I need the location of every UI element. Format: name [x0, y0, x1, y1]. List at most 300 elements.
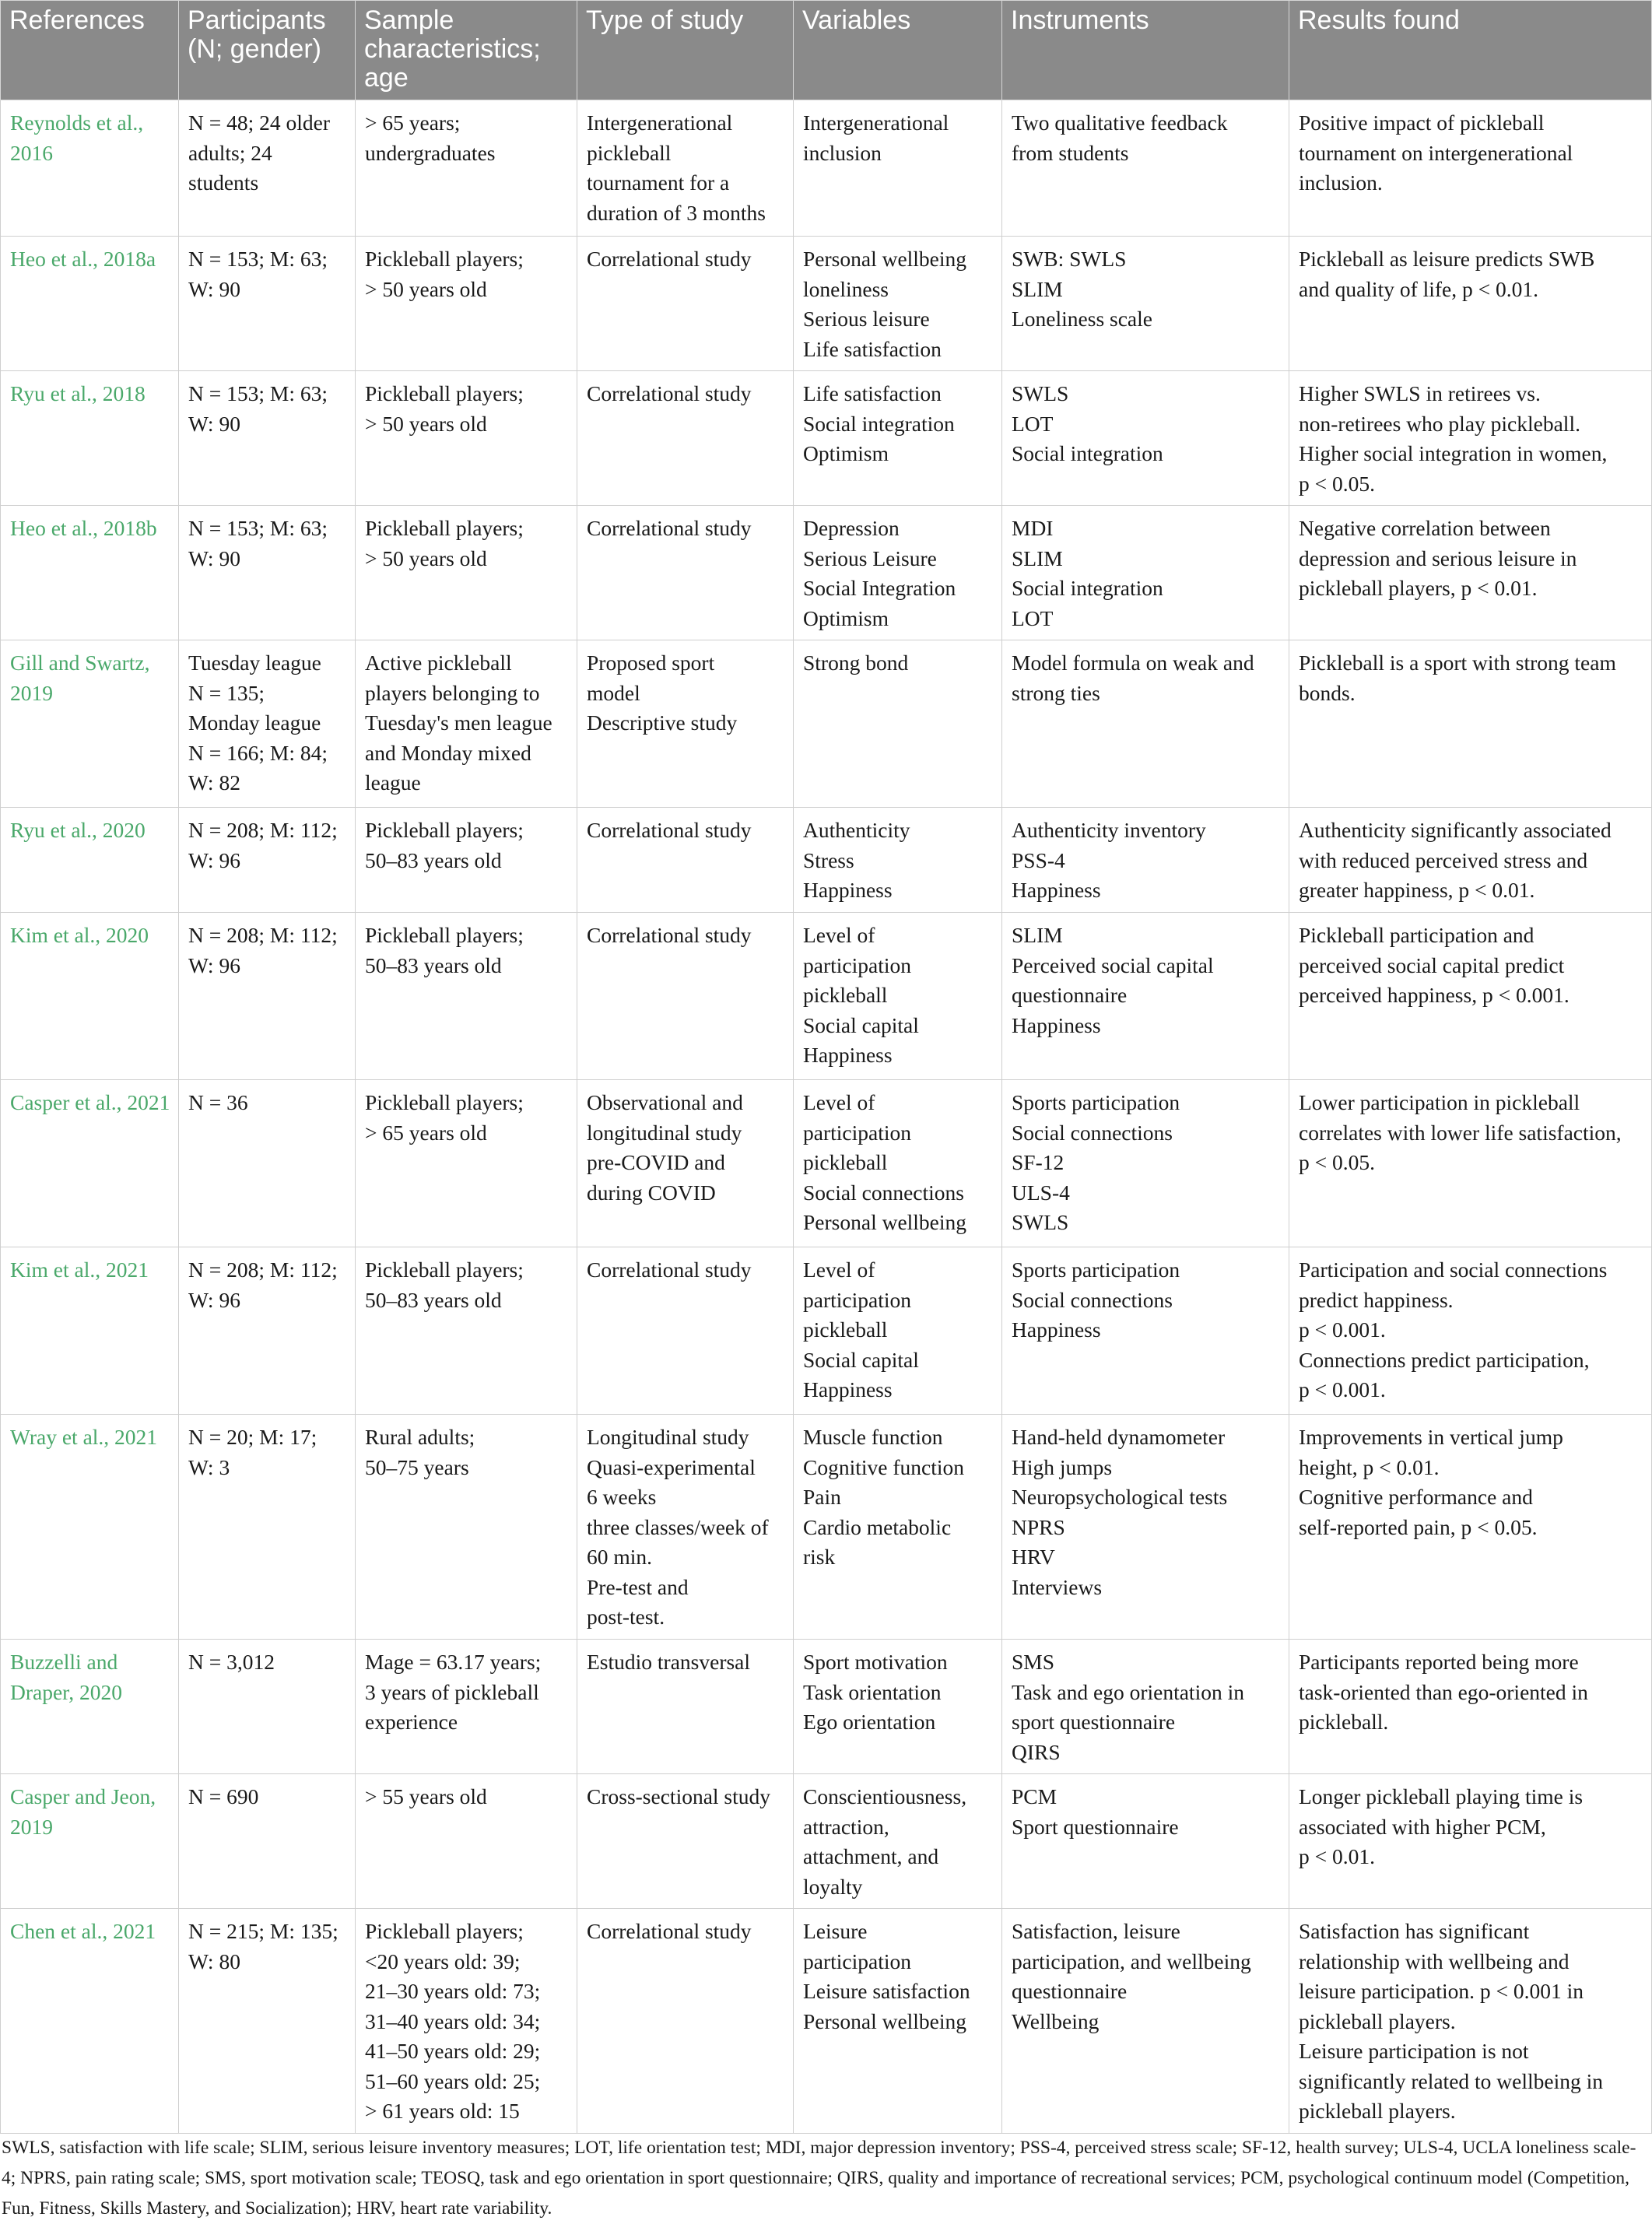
cell-line: Conscientiousness,: [803, 1784, 967, 1808]
cell-line: Pain: [803, 1485, 841, 1509]
reference-link[interactable]: Wray et al., 2021: [1, 1415, 179, 1640]
cell-line: p < 0.001.: [1299, 1317, 1386, 1342]
cell-line: Muscle function: [803, 1425, 943, 1449]
cell-line: pickleball: [803, 1317, 888, 1342]
cell-line: LOT: [1012, 605, 1054, 630]
cell-line: Pickleball as leisure predicts SWB: [1299, 247, 1595, 271]
cell-line: SLIM: [1012, 545, 1063, 570]
variables-cell: [794, 100, 1002, 237]
table-row: [1, 1080, 1652, 1247]
cell-line: perceived happiness, p < 0.001.: [1299, 983, 1570, 1007]
cell-line: W: 96: [188, 952, 240, 977]
header-row: [1, 1, 1652, 100]
reference-link[interactable]: Heo et al., 2018b: [1, 506, 179, 640]
cell-line: ULS-4: [1012, 1180, 1070, 1205]
cell-line: > 55 years old: [365, 1784, 487, 1808]
cell-line: > 65 years;: [365, 110, 461, 135]
cell-line: leisure participation. p < 0.001 in: [1299, 1979, 1584, 2003]
cell-line: QIRS: [1012, 1739, 1061, 1764]
participants-cell: [179, 808, 356, 913]
results-cell: [1289, 808, 1652, 913]
cell-line: 50–83 years old: [365, 952, 502, 977]
cell-line: relationship with wellbeing and: [1299, 1949, 1570, 1973]
cell-line: 21–30 years old: 73;: [365, 1979, 541, 2003]
cell-line: Correlational study: [587, 516, 752, 540]
cell-line: Positive impact of pickleball: [1299, 110, 1545, 135]
reference-link[interactable]: Casper and Jeon, 2019: [1, 1774, 179, 1909]
cell-line: loyalty: [803, 1874, 863, 1899]
cell-line: Leisure: [803, 1919, 868, 1943]
table-row: [1, 808, 1652, 913]
cell-line: Pickleball players;: [365, 1258, 524, 1282]
type-of-study-cell: [577, 1080, 794, 1247]
cell-line: Task and ego orientation in: [1012, 1679, 1244, 1704]
type-of-study-cell: [577, 1909, 794, 2134]
cell-line: Mage = 63.17 years;: [365, 1650, 542, 1674]
cell-line: N = 153; M: 63;: [188, 516, 328, 540]
cell-line: pickleball.: [1299, 1710, 1389, 1734]
sample-characteristics-cell: [356, 1640, 577, 1774]
cell-line: participation: [803, 952, 911, 977]
type-of-study-cell: [577, 506, 794, 640]
cell-line: post-test.: [587, 1605, 665, 1629]
cell-line: N = 48; 24 older: [188, 110, 331, 135]
cell-line: N = 690: [188, 1784, 259, 1808]
cell-line: Life satisfaction: [803, 381, 942, 405]
cell-line: Optimism: [803, 605, 889, 630]
instruments-cell: [1002, 100, 1289, 237]
cell-line: Hand-held dynamometer: [1012, 1425, 1226, 1449]
reference-link[interactable]: Gill and Swartz, 2019: [1, 640, 179, 808]
header-sample-characteristics: Sample characteristics; age: [356, 1, 577, 100]
cell-line: W: 80: [188, 1949, 240, 1973]
table-row: [1, 237, 1652, 371]
cell-line: Task orientation: [803, 1679, 942, 1704]
cell-line: Correlational study: [587, 381, 752, 405]
table-row: [1, 1909, 1652, 2134]
cell-line: SMS: [1012, 1650, 1055, 1674]
cell-line: SLIM: [1012, 276, 1063, 301]
reference-link[interactable]: Ryu et al., 2018: [1, 371, 179, 506]
cell-line: Pickleball is a sport with strong team: [1299, 651, 1616, 675]
reference-link[interactable]: Casper et al., 2021: [1, 1080, 179, 1247]
participants-cell: [179, 640, 356, 808]
cell-line: Leisure participation is not: [1299, 2039, 1529, 2063]
cell-line: Quasi-experimental: [587, 1454, 756, 1479]
sample-characteristics-cell: [356, 1247, 577, 1415]
reference-link[interactable]: Kim et al., 2021: [1, 1247, 179, 1415]
cell-line: non-retirees who play pickleball.: [1299, 411, 1580, 436]
cell-line: Pickleball players;: [365, 1919, 524, 1943]
participants-cell: [179, 1247, 356, 1415]
variables-cell: [794, 1080, 1002, 1247]
table-row: [1, 100, 1652, 237]
results-cell: [1289, 1774, 1652, 1909]
cell-line: N = 208; M: 112;: [188, 818, 338, 842]
cell-line: Sports participation: [1012, 1258, 1180, 1282]
cell-line: associated with higher PCM,: [1299, 1814, 1546, 1839]
cell-line: Rural adults;: [365, 1425, 475, 1449]
results-cell: [1289, 1247, 1652, 1415]
variables-cell: [794, 1247, 1002, 1415]
cell-line: Intergenerational: [587, 110, 733, 135]
cell-line: W: 96: [188, 847, 240, 872]
cell-line: risk: [803, 1545, 836, 1569]
cell-line: N = 135;: [188, 680, 265, 705]
cell-line: PCM: [1012, 1784, 1057, 1808]
cell-line: three classes/week of: [587, 1514, 769, 1539]
results-cell: [1289, 371, 1652, 506]
cell-line: 60 min.: [587, 1545, 653, 1569]
cell-line: participation: [803, 1949, 911, 1973]
cell-line: Happiness: [1012, 1012, 1101, 1037]
cell-line: 41–50 years old: 29;: [365, 2039, 541, 2063]
table-row: [1, 913, 1652, 1080]
cell-line: HRV: [1012, 1545, 1055, 1569]
cell-line: Connections predict participation,: [1299, 1347, 1590, 1372]
cell-line: Social Integration: [803, 576, 956, 600]
participants-cell: [179, 100, 356, 237]
sample-characteristics-cell: [356, 1415, 577, 1640]
header-references: References: [1, 1, 179, 100]
cell-line: league: [365, 770, 421, 795]
cell-line: during COVID: [587, 1180, 716, 1205]
cell-line: longitudinal study: [587, 1120, 742, 1145]
cell-line: inclusion.: [1299, 170, 1383, 195]
cell-line: Social capital: [803, 1012, 919, 1037]
cell-line: Social capital: [803, 1347, 919, 1372]
cell-line: <20 years old: 39;: [365, 1949, 521, 1973]
cell-line: bonds.: [1299, 680, 1356, 705]
cell-line: Serious leisure: [803, 307, 930, 331]
cell-line: Happiness: [1012, 878, 1101, 902]
cell-line: Satisfaction, leisure: [1012, 1919, 1180, 1943]
instruments-cell: [1002, 1247, 1289, 1415]
cell-line: Personal wellbeing: [803, 1210, 967, 1234]
cell-line: pre-COVID and: [587, 1150, 725, 1174]
cell-line: and quality of life, p < 0.01.: [1299, 276, 1539, 301]
cell-line: N = 208; M: 112;: [188, 923, 338, 947]
cell-line: model: [587, 680, 640, 705]
cell-line: pickleball: [803, 1150, 888, 1174]
sample-characteristics-cell: [356, 100, 577, 237]
cell-line: Wellbeing: [1012, 2008, 1100, 2033]
cell-line: pickleball players, p < 0.01.: [1299, 576, 1538, 600]
cell-line: Loneliness scale: [1012, 307, 1152, 331]
type-of-study-cell: [577, 640, 794, 808]
cell-line: Personal wellbeing: [803, 247, 967, 271]
cell-line: > 50 years old: [365, 411, 487, 436]
cell-line: PSS-4: [1012, 847, 1065, 872]
cell-line: W: 90: [188, 545, 240, 570]
reference-link[interactable]: Reynolds et al., 2016: [1, 100, 179, 237]
cell-line: strong ties: [1012, 680, 1100, 705]
header-variables: Variables: [794, 1, 1002, 100]
cell-line: Descriptive study: [587, 710, 738, 735]
cell-line: Lower participation in pickleball: [1299, 1090, 1580, 1114]
type-of-study-cell: [577, 1774, 794, 1909]
cell-line: pickleball players.: [1299, 2099, 1456, 2123]
cell-line: > 50 years old: [365, 545, 487, 570]
cell-line: pickleball players.: [1299, 2008, 1456, 2033]
cell-line: experience: [365, 1710, 458, 1734]
cell-line: attraction,: [803, 1814, 889, 1839]
cell-line: participation: [803, 1287, 911, 1312]
cell-line: Social connections: [1012, 1120, 1173, 1145]
cell-line: SLIM: [1012, 923, 1063, 947]
cell-line: Cognitive function: [803, 1454, 964, 1479]
table-body: [1, 100, 1652, 2134]
cell-line: Two qualitative feedback: [1012, 110, 1228, 135]
cell-line: Correlational study: [587, 1919, 752, 1943]
cell-line: N = 153; M: 63;: [188, 381, 328, 405]
results-cell: [1289, 1640, 1652, 1774]
sample-characteristics-cell: [356, 1774, 577, 1909]
cell-line: loneliness: [803, 276, 889, 301]
cell-line: W: 82: [188, 770, 240, 795]
cell-line: Happiness: [803, 1377, 893, 1401]
cell-line: Cross-sectional study: [587, 1784, 771, 1808]
cell-line: Pickleball players;: [365, 381, 524, 405]
cell-line: N = 215; M: 135;: [188, 1919, 338, 1943]
participants-cell: [179, 1909, 356, 2134]
table-row: [1, 1247, 1652, 1415]
table-row: [1, 371, 1652, 506]
sample-characteristics-cell: [356, 913, 577, 1080]
cell-line: from students: [1012, 140, 1129, 165]
table-row: [1, 1774, 1652, 1909]
cell-line: Perceived social capital: [1012, 952, 1214, 977]
reference-link[interactable]: Chen et al., 2021: [1, 1909, 179, 2134]
table-row: [1, 506, 1652, 640]
cell-line: SWLS: [1012, 1210, 1069, 1234]
cell-line: pickleball: [587, 140, 672, 165]
table-header: [1, 1, 1652, 100]
variables-cell: [794, 808, 1002, 913]
cell-line: undergraduates: [365, 140, 496, 165]
cell-line: Negative correlation between: [1299, 516, 1551, 540]
participants-cell: [179, 1640, 356, 1774]
cell-line: Longer pickleball playing time is: [1299, 1784, 1584, 1808]
participants-cell: [179, 913, 356, 1080]
cell-line: correlates with lower life satisfaction,: [1299, 1120, 1622, 1145]
cell-line: Authenticity significantly associated: [1299, 818, 1612, 842]
cell-line: attachment, and: [803, 1844, 939, 1868]
cell-line: 50–83 years old: [365, 1287, 502, 1312]
cell-line: p < 0.001.: [1299, 1377, 1386, 1401]
cell-line: Observational and: [587, 1090, 743, 1114]
header-type-of-study: Type of study: [577, 1, 794, 100]
cell-line: N = 20; M: 17;: [188, 1425, 317, 1449]
cell-line: predict happiness.: [1299, 1287, 1454, 1312]
results-cell: [1289, 1909, 1652, 2134]
cell-line: Sport questionnaire: [1012, 1814, 1179, 1839]
cell-line: Happiness: [1012, 1317, 1101, 1342]
cell-line: Estudio transversal: [587, 1650, 751, 1674]
cell-line: SWB: SWLS: [1012, 247, 1127, 271]
type-of-study-cell: [577, 371, 794, 506]
cell-line: Correlational study: [587, 247, 752, 271]
cell-line: W: 3: [188, 1454, 230, 1479]
table-row: [1, 1640, 1652, 1774]
cell-line: Pickleball players;: [365, 818, 524, 842]
cell-line: W: 90: [188, 411, 240, 436]
instruments-cell: [1002, 913, 1289, 1080]
cell-line: height, p < 0.01.: [1299, 1454, 1440, 1479]
cell-line: Tuesday's men league: [365, 710, 552, 735]
table-row: [1, 1415, 1652, 1640]
results-cell: [1289, 100, 1652, 237]
cell-line: N = 153; M: 63;: [188, 247, 328, 271]
cell-line: LOT: [1012, 411, 1054, 436]
instruments-cell: [1002, 1640, 1289, 1774]
results-cell: [1289, 640, 1652, 808]
instruments-cell: [1002, 1774, 1289, 1909]
cell-line: > 50 years old: [365, 276, 487, 301]
cell-line: Higher SWLS in retirees vs.: [1299, 381, 1541, 405]
cell-line: Tuesday league: [188, 651, 321, 675]
cell-line: task-oriented than ego-oriented in: [1299, 1679, 1588, 1704]
instruments-cell: [1002, 1080, 1289, 1247]
cell-line: Stress: [803, 847, 854, 872]
cell-line: Social connections: [803, 1180, 964, 1205]
cell-line: N = 36: [188, 1090, 248, 1114]
instruments-cell: [1002, 640, 1289, 808]
instruments-cell: [1002, 371, 1289, 506]
sample-characteristics-cell: [356, 1080, 577, 1247]
cell-line: Neuropsychological tests: [1012, 1485, 1228, 1509]
cell-line: Participation and social connections: [1299, 1258, 1608, 1282]
results-cell: [1289, 506, 1652, 640]
type-of-study-cell: [577, 100, 794, 237]
participants-cell: [179, 371, 356, 506]
instruments-cell: [1002, 1909, 1289, 2134]
cell-line: Pickleball players;: [365, 247, 524, 271]
participants-cell: [179, 1080, 356, 1247]
type-of-study-cell: [577, 1640, 794, 1774]
cell-line: 51–60 years old: 25;: [365, 2068, 541, 2093]
cell-line: Pickleball participation and: [1299, 923, 1535, 947]
header-participants: Participants (N; gender): [179, 1, 356, 100]
cell-line: N = 3,012: [188, 1650, 275, 1674]
type-of-study-cell: [577, 237, 794, 371]
variables-cell: [794, 1909, 1002, 2134]
cell-line: Proposed sport: [587, 651, 715, 675]
variables-cell: [794, 371, 1002, 506]
cell-line: and Monday mixed: [365, 740, 531, 765]
type-of-study-cell: [577, 1247, 794, 1415]
cell-line: Active pickleball: [365, 651, 512, 675]
cell-line: Social integration: [803, 411, 955, 436]
sample-characteristics-cell: [356, 506, 577, 640]
cell-line: Sport motivation: [803, 1650, 948, 1674]
cell-line: 50–83 years old: [365, 847, 502, 872]
reference-link[interactable]: Buzzelli and Draper, 2020: [1, 1640, 179, 1774]
reference-link[interactable]: Ryu et al., 2020: [1, 808, 179, 913]
cell-line: Pickleball players;: [365, 516, 524, 540]
cell-line: Intergenerational: [803, 110, 949, 135]
cell-line: W: 90: [188, 276, 240, 301]
cell-line: Level of: [803, 1090, 875, 1114]
cell-line: Social integration: [1012, 441, 1163, 465]
cell-line: Pre-test and: [587, 1574, 689, 1599]
cell-line: > 61 years old: 15: [365, 2099, 520, 2123]
cell-line: pickleball: [803, 983, 888, 1007]
results-cell: [1289, 1080, 1652, 1247]
reference-link[interactable]: Kim et al., 2020: [1, 913, 179, 1080]
cell-line: 6 weeks: [587, 1485, 657, 1509]
reference-link[interactable]: Heo et al., 2018a: [1, 237, 179, 371]
sample-characteristics-cell: [356, 237, 577, 371]
cell-line: Sports participation: [1012, 1090, 1180, 1114]
variables-cell: [794, 237, 1002, 371]
cell-line: > 65 years old: [365, 1120, 487, 1145]
cell-line: 50–75 years: [365, 1454, 469, 1479]
table-footnote: SWLS, satisfaction with life scale; SLIM, serious leisure inventory measures; LOT, life orientation test; MDI, major depression inventory; PSS-4, perceived stress scale; SF-12, health survey; ULS-4, UCLA loneliness scale-4; NPRS, pain rating scale; SMS, sport motivation scale; TEOSQ, task and ego orientation in sport questionnaire; QIRS, quality and importance of recreational services; PCM, psychological continuum model (Competition, Fun, Fitness, Skills Mastery, and Socialization); HRV, heart rate variability.: [2, 2138, 1636, 2219]
cell-line: Improvements in vertical jump: [1299, 1425, 1563, 1449]
cell-line: Interviews: [1012, 1574, 1103, 1599]
instruments-cell: [1002, 237, 1289, 371]
cell-line: Cardio metabolic: [803, 1514, 952, 1539]
variables-cell: [794, 506, 1002, 640]
cell-line: players belonging to: [365, 680, 540, 705]
cell-line: depression and serious leisure in: [1299, 545, 1577, 570]
cell-line: Participants reported being more: [1299, 1650, 1579, 1674]
cell-line: tournament for a: [587, 170, 730, 195]
cell-line: questionnaire: [1012, 1979, 1128, 2003]
cell-line: participation, and wellbeing: [1012, 1949, 1251, 1973]
cell-line: self-reported pain, p < 0.05.: [1299, 1514, 1538, 1539]
cell-line: Optimism: [803, 441, 889, 465]
cell-line: Leisure satisfaction: [803, 1979, 970, 2003]
cell-line: 3 years of pickleball: [365, 1679, 539, 1704]
cell-line: Social integration: [1012, 576, 1163, 600]
cell-line: sport questionnaire: [1012, 1710, 1176, 1734]
header-results-found: Results found: [1289, 1, 1652, 100]
cell-line: perceived social capital predict: [1299, 952, 1565, 977]
cell-line: Personal wellbeing: [803, 2008, 967, 2033]
results-cell: [1289, 913, 1652, 1080]
sample-characteristics-cell: [356, 640, 577, 808]
participants-cell: [179, 506, 356, 640]
cell-line: Social connections: [1012, 1287, 1173, 1312]
instruments-cell: [1002, 1415, 1289, 1640]
cell-line: duration of 3 months: [587, 200, 766, 225]
cell-line: W: 96: [188, 1287, 240, 1312]
variables-cell: [794, 913, 1002, 1080]
cell-line: adults; 24: [188, 140, 272, 165]
header-instruments: Instruments: [1002, 1, 1289, 100]
cell-line: SWLS: [1012, 381, 1069, 405]
participants-cell: [179, 1774, 356, 1909]
cell-line: questionnaire: [1012, 983, 1128, 1007]
cell-line: students: [188, 170, 259, 195]
cell-line: Cognitive performance and: [1299, 1485, 1533, 1509]
cell-line: N = 166; M: 84;: [188, 740, 328, 765]
cell-line: Authenticity: [803, 818, 910, 842]
cell-line: SF-12: [1012, 1150, 1065, 1174]
cell-line: inclusion: [803, 140, 882, 165]
cell-line: Correlational study: [587, 818, 752, 842]
variables-cell: [794, 1774, 1002, 1909]
participants-cell: [179, 1415, 356, 1640]
cell-line: participation: [803, 1120, 911, 1145]
variables-cell: [794, 640, 1002, 808]
cell-line: p < 0.05.: [1299, 1150, 1376, 1174]
cell-line: Level of: [803, 1258, 875, 1282]
results-cell: [1289, 237, 1652, 371]
instruments-cell: [1002, 506, 1289, 640]
